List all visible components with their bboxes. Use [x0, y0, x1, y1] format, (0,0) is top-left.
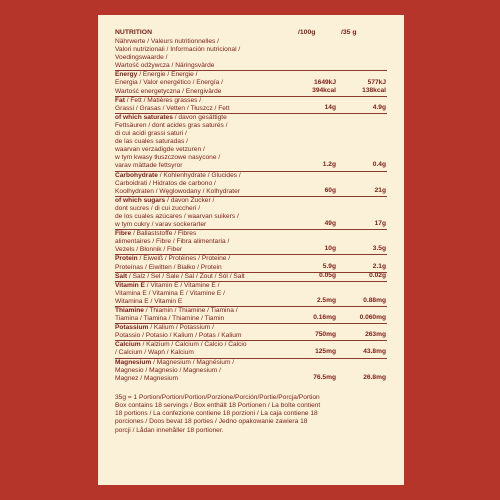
footnote-line: 18 portions / La confezione contiene 18 porzioni / La caja contiene 18 [115, 410, 318, 418]
nutrient-label-line [115, 230, 387, 238]
nutrient-label-line [115, 324, 387, 332]
nutrient-translations: / Energie / Énergie / [137, 71, 198, 79]
nutrient-name: Thiamine [115, 307, 144, 314]
nutrient-translations: / Calcium / Wapń / Kalcium [115, 349, 194, 357]
value-per-35g: 0.02g [369, 271, 386, 279]
nutrient-label-line [115, 213, 387, 221]
intro-line: Valori nutrizionali / Información nutricional / [115, 46, 241, 54]
nutrient-row-protein [115, 255, 387, 272]
nutrient-label-line [115, 255, 387, 263]
nutrient-label-line [115, 238, 387, 246]
serving-footnote [115, 394, 387, 435]
value-per-35g: 2.1g [372, 262, 386, 270]
nutrition-table [115, 27, 387, 435]
nutrient-translations: Koolhydraten / Węglowodany / Kolhydrater [115, 187, 240, 195]
nutrient-label-line [115, 282, 387, 290]
nutrient-row-sugars [115, 197, 387, 230]
nutrient-label-line [115, 264, 387, 272]
nutrient-translations: de las cuales saturadas / [115, 138, 188, 146]
nutrient-translations: waarvan verzadigde vetzuren / [115, 146, 205, 154]
nutrient-translations: w tym kwasy tłuszczowe nasycone / [115, 154, 221, 162]
nutrient-translations: / Magnesium / Magnésium / [151, 358, 235, 366]
nutrient-translations: / Kalzium / Calcium / Calcio / Calcio [140, 341, 247, 349]
value-per-100g: 2.5mg [316, 296, 336, 304]
nutrient-row-fibre [115, 230, 387, 255]
nutrient-name: Fibre [115, 230, 132, 238]
nutrient-label-line [115, 172, 387, 180]
nutrient-name: of which sugars [115, 196, 166, 204]
nutrient-row-thiamine [115, 307, 387, 324]
nutrient-label-line [115, 315, 387, 323]
nutrient-translations: / Ballaststoffe / Fibres [131, 230, 197, 238]
nutrient-label-line [115, 205, 387, 213]
nutrient-row-vitamin-e [115, 282, 387, 307]
nutrient-label-line [115, 105, 387, 113]
nutrient-label-line [115, 114, 387, 122]
value-per-35g-kj: 577kJ [367, 78, 386, 86]
value-per-100g: 60g [324, 186, 336, 194]
nutrient-translations: varav mättade fettsyror [115, 162, 183, 170]
nutrient-label-line [115, 359, 387, 367]
nutrient-translations: Fettsäuren / dont acides gras saturés / [115, 121, 228, 129]
value-per-100g: 10g [324, 245, 336, 253]
nutrient-label-line [115, 341, 387, 349]
footnote-line: porciones / Doos bevat 18 porties / Jedno opakowanie zawiera 18 [115, 418, 308, 426]
value-per-100g: 0.16mg [313, 314, 336, 322]
value-per-100g: 76.5mg [313, 373, 336, 381]
nutrient-label-line [115, 188, 387, 196]
nutrient-translations: / davon gesättigte [172, 113, 227, 121]
nutrient-translations: / Kalium / Potassium / [148, 324, 214, 332]
nutrient-translations: Grassi / Grasas / Vetten / Tłuszcz / Fett [115, 104, 230, 112]
nutrient-row-calcium [115, 341, 387, 358]
nutrient-label-line [115, 79, 387, 87]
nutrient-translations: di cui acidi grassi saturi / [115, 130, 187, 138]
nutrient-name: Calcium [115, 341, 141, 349]
nutrient-name: of which saturates [115, 113, 173, 121]
nutrition-title: NUTRITION [115, 29, 153, 36]
footnote-line: Box contains 18 servings / Box enthält 18 Portionen / La boîte contient [115, 402, 321, 410]
value-per-100g: 0.05g [319, 271, 336, 279]
nutrient-label-line [115, 146, 387, 154]
nutrient-name: Energy [115, 71, 138, 79]
nutrient-name: Protein [115, 255, 138, 263]
nutrient-row-potassium [115, 324, 387, 341]
nutrient-translations: Magnesio / Magnesio / Magnesium / [115, 366, 221, 374]
nutrient-translations: / Salz / Sel / Sale / Sal / Zout / Sól / Salt [127, 272, 245, 280]
nutrient-translations: / Thiamin / Thiamine / Tiamina / [143, 307, 238, 314]
nutrient-label-line [115, 273, 387, 281]
nutrient-translations: Vitamina E / Vitamina E / Vitamine E / [115, 289, 225, 297]
footnote-line: 35g = 1 Portion/Portion/Portion/Porzione/Porción/Portie/Porcja/Portion [115, 393, 320, 401]
value-per-35g: 0.060mg [359, 314, 386, 322]
value-per-100g-kj: 1649kJ [313, 78, 336, 86]
nutrient-label-line [115, 97, 387, 105]
nutrient-translations: Carboidrati / Hidratos de carbono / [115, 179, 216, 187]
footnote-line: porcji / Lådan innehåller 18 portioner. [115, 426, 224, 434]
nutrient-translations: / Kohlenhydrate / Glucides / [157, 171, 241, 179]
value-per-100g: 750mg [315, 331, 336, 339]
nutrient-label-line [115, 246, 387, 254]
nutrient-translations: / Fett / Matières grasses / [124, 96, 202, 104]
column-100g-header: /100g [298, 29, 316, 36]
nutrient-row-salt [115, 273, 387, 282]
intro-line: Nährwerte / Valeurs nutritionnelles / [115, 38, 219, 45]
nutrient-translations: Magnez / Magnesium [115, 374, 179, 382]
nutrient-label-line [115, 367, 387, 375]
nutrient-name: Fat [115, 96, 125, 104]
nutrient-translations: dont sucres / di cui zuccheri / [115, 204, 201, 212]
value-per-100g: 49g [324, 220, 336, 228]
intro-line: Wartość odżywcza / Näringsvärde [115, 62, 215, 70]
nutrient-label-line [115, 197, 387, 205]
nutrient-translations: / Vitamin E / Vitamine E / [144, 281, 220, 289]
nutrient-row-saturates [115, 114, 387, 172]
nutrient-label-line [115, 154, 387, 162]
value-per-35g: 26.8mg [363, 373, 386, 381]
nutrient-name: Potassium [115, 324, 149, 332]
nutrient-row-energy [115, 71, 387, 96]
value-per-35g: 3.5g [372, 245, 386, 253]
value-per-100g: 5.9g [322, 262, 336, 270]
value-per-35g: 4.9g [372, 103, 386, 111]
nutrient-translations: Energia / Valor energético / Energía / [115, 79, 224, 87]
value-per-35g: 43.8mg [363, 348, 386, 356]
nutrient-name: Magnesium [115, 358, 152, 366]
value-per-35g: 0.88mg [363, 296, 386, 304]
nutrient-translations: alimentaires / Fibre / Fibra alimentaria / [115, 238, 230, 246]
nutrient-label-line [115, 307, 387, 315]
nutrient-translations: w tym cukry / varav sockerarter [115, 221, 207, 229]
nutrient-label-line [115, 375, 387, 383]
nutrient-label-line [115, 332, 387, 340]
nutrient-translations: / davon Zucker / [165, 196, 215, 204]
nutrient-label-line [115, 122, 387, 130]
nutrient-label-line [115, 349, 387, 357]
value-per-35g: 21g [374, 186, 386, 194]
nutrient-label-line [115, 180, 387, 188]
nutrient-translations: Vezels / Błonnik / Fiber [115, 246, 183, 254]
nutrient-translations: Proteínas / Eiwitten / Białko / Protein [115, 263, 222, 271]
value-per-100g: 14g [324, 103, 336, 111]
nutrient-name: Vitamin E [115, 281, 145, 289]
column-35g-header: /35 g [341, 29, 357, 36]
nutrient-translations: Potassio / Potasio / Kalium / Potas / Kalium [115, 332, 242, 340]
nutrient-label-line [115, 221, 387, 229]
value-per-100g: 1.2g [322, 161, 336, 169]
nutrient-translations: de los cuales azúcares / waarvan suikers / [115, 212, 239, 220]
nutrient-translations: / Eiweiß / Protéines / Proteine / [137, 255, 231, 263]
nutrient-label-line [115, 162, 387, 170]
nutrient-label-line [115, 298, 387, 306]
nutrient-translations: Witamina E / Vitamin E [115, 297, 183, 305]
nutrient-label-line [115, 290, 387, 298]
nutrient-label-line [115, 138, 387, 146]
nutrient-row-carbohydrate [115, 172, 387, 197]
nutrient-row-magnesium [115, 359, 387, 383]
value-per-35g: 0.4g [372, 161, 386, 169]
nutrient-row-fat [115, 97, 387, 114]
nutrient-label-line [115, 130, 387, 138]
nutrient-translations: Wartość energetyczna / Energivärde [115, 87, 222, 95]
value-per-35g: 17g [374, 220, 386, 228]
value-per-35g: 263mg [365, 331, 386, 339]
nutrient-label-line [115, 71, 387, 79]
nutrition-label-panel [98, 15, 404, 485]
nutrient-name: Salt [115, 272, 128, 280]
intro-section [115, 38, 387, 71]
nutrient-name: Carbohydrate [115, 171, 158, 179]
intro-line: Voedingswaarde / [115, 54, 168, 62]
nutrient-translations: Tiamina / Tiamina / Thiamine / Tiamin [115, 315, 225, 323]
value-per-100g: 125mg [315, 348, 336, 356]
table-header [115, 27, 387, 38]
value-per-35g-kcal: 138kcal [362, 86, 386, 94]
value-per-100g-kcal: 394kcal [312, 86, 336, 94]
nutrient-label-line [115, 88, 387, 96]
